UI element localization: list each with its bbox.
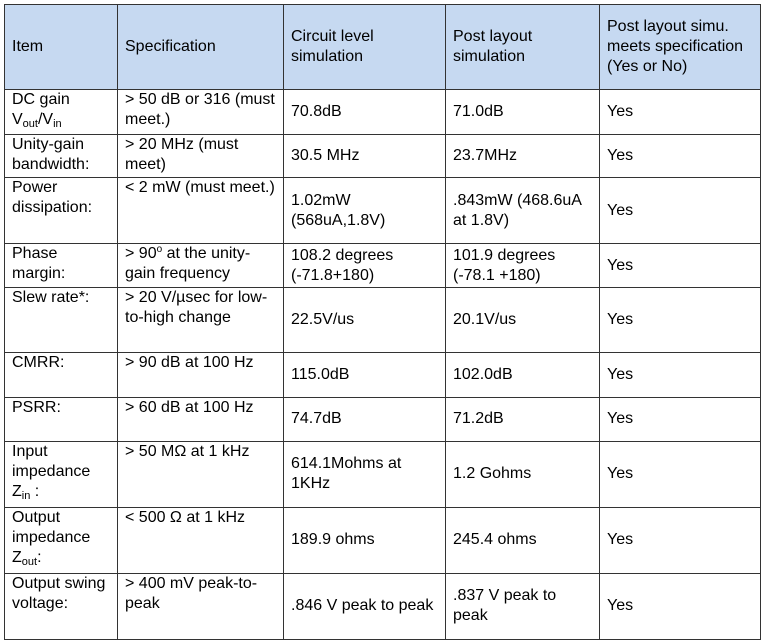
cell-circuit-simulation: 30.5 MHz: [284, 135, 446, 178]
cell-meets-specification: Yes: [600, 244, 761, 288]
cell-item: [5, 441, 118, 507]
header-circuit-level-simulation: Circuit level simulation: [284, 5, 446, 90]
cell-item: Phase margin:: [5, 244, 118, 288]
cell-specification: > 20 V/µsec for low-to-high change: [118, 288, 284, 353]
cell-post-layout-simulation: 71.2dB: [446, 397, 600, 441]
item-subscript: out: [22, 118, 38, 130]
table-row: [5, 397, 761, 441]
cell-post-layout-simulation: 20.1V/us: [446, 288, 600, 353]
table-row: [5, 288, 761, 353]
header-specification: Specification: [118, 5, 284, 90]
table-row: [5, 507, 761, 573]
cell-post-layout-simulation: 101.9 degrees (-78.1 +180): [446, 244, 600, 288]
cell-post-layout-simulation: .843mW (468.6uA at 1.8V): [446, 178, 600, 244]
cell-circuit-simulation: 74.7dB: [284, 397, 446, 441]
spec-table: [4, 4, 761, 640]
cell-meets-specification: Yes: [600, 135, 761, 178]
cell-circuit-simulation: 70.8dB: [284, 90, 446, 135]
table-row: [5, 90, 761, 135]
cell-circuit-simulation: .846 V peak to peak: [284, 573, 446, 639]
cell-specification: < 2 mW (must meet.): [118, 178, 284, 244]
table-row: [5, 135, 761, 178]
cell-item: [5, 90, 118, 135]
cell-specification: > 60 dB at 100 Hz: [118, 397, 284, 441]
cell-specification: > 90 dB at 100 Hz: [118, 353, 284, 397]
cell-meets-specification: Yes: [600, 90, 761, 135]
cell-post-layout-simulation: 71.0dB: [446, 90, 600, 135]
cell-specification: > 400 mV peak-to-peak: [118, 573, 284, 639]
table-row: [5, 573, 761, 639]
cell-meets-specification: Yes: [600, 441, 761, 507]
cell-item: Unity-gain bandwidth:: [5, 135, 118, 178]
cell-meets-specification: Yes: [600, 573, 761, 639]
cell-post-layout-simulation: 245.4 ohms: [446, 507, 600, 573]
item-text: Output impedance Z: [12, 508, 91, 566]
cell-item: Power dissipation:: [5, 178, 118, 244]
cell-circuit-simulation: 115.0dB: [284, 353, 446, 397]
cell-item: Output swing voltage:: [5, 573, 118, 639]
item-text: V: [12, 111, 23, 128]
item-text: /V: [37, 111, 54, 128]
cell-item: Slew rate*:: [5, 288, 118, 353]
item-text: :: [37, 548, 42, 566]
cell-circuit-simulation: 614.1Mohms at 1KHz: [284, 441, 446, 507]
cell-specification: [118, 244, 284, 288]
cell-circuit-simulation: 108.2 degrees (-71.8+180): [284, 244, 446, 288]
cell-post-layout-simulation: .837 V peak to peak: [446, 573, 600, 639]
item-text: :: [30, 482, 40, 500]
header-item: Item: [5, 5, 118, 90]
spec-text: at the unity-gain frequency: [125, 245, 251, 283]
cell-specification: > 20 MHz (must meet): [118, 135, 284, 178]
header-meets-specification: Post layout simu. meets specification (Yes or No): [600, 5, 761, 90]
table-row: [5, 244, 761, 288]
cell-circuit-simulation: 1.02mW (568uA,1.8V): [284, 178, 446, 244]
cell-specification: < 500 Ω at 1 kHz: [118, 507, 284, 573]
cell-meets-specification: Yes: [600, 507, 761, 573]
cell-post-layout-simulation: 1.2 Gohms: [446, 441, 600, 507]
header-post-layout-simulation: Post layout simulation: [446, 5, 600, 90]
item-subscript: out: [21, 555, 38, 568]
item-subscript: in: [21, 489, 31, 502]
cell-item: PSRR:: [5, 397, 118, 441]
table-row: [5, 441, 761, 507]
table-row: [5, 353, 761, 397]
spec-text: > 90: [125, 245, 157, 263]
cell-post-layout-simulation: 102.0dB: [446, 353, 600, 397]
cell-item: [5, 507, 118, 573]
cell-meets-specification: Yes: [600, 397, 761, 441]
cell-meets-specification: Yes: [600, 288, 761, 353]
cell-specification: > 50 MΩ at 1 kHz: [118, 441, 284, 507]
item-text: DC gain: [12, 91, 70, 108]
cell-circuit-simulation: 189.9 ohms: [284, 507, 446, 573]
cell-item: CMRR:: [5, 353, 118, 397]
header-row: [5, 5, 761, 90]
cell-post-layout-simulation: 23.7MHz: [446, 135, 600, 178]
cell-specification: > 50 dB or 316 (must meet.): [118, 90, 284, 135]
table-row: [5, 178, 761, 244]
cell-meets-specification: Yes: [600, 353, 761, 397]
cell-circuit-simulation: 22.5V/us: [284, 288, 446, 353]
degree-superscript: o: [156, 244, 163, 256]
cell-meets-specification: Yes: [600, 178, 761, 244]
item-subscript: in: [53, 118, 62, 130]
item-text: Input impedance Z: [12, 442, 91, 500]
